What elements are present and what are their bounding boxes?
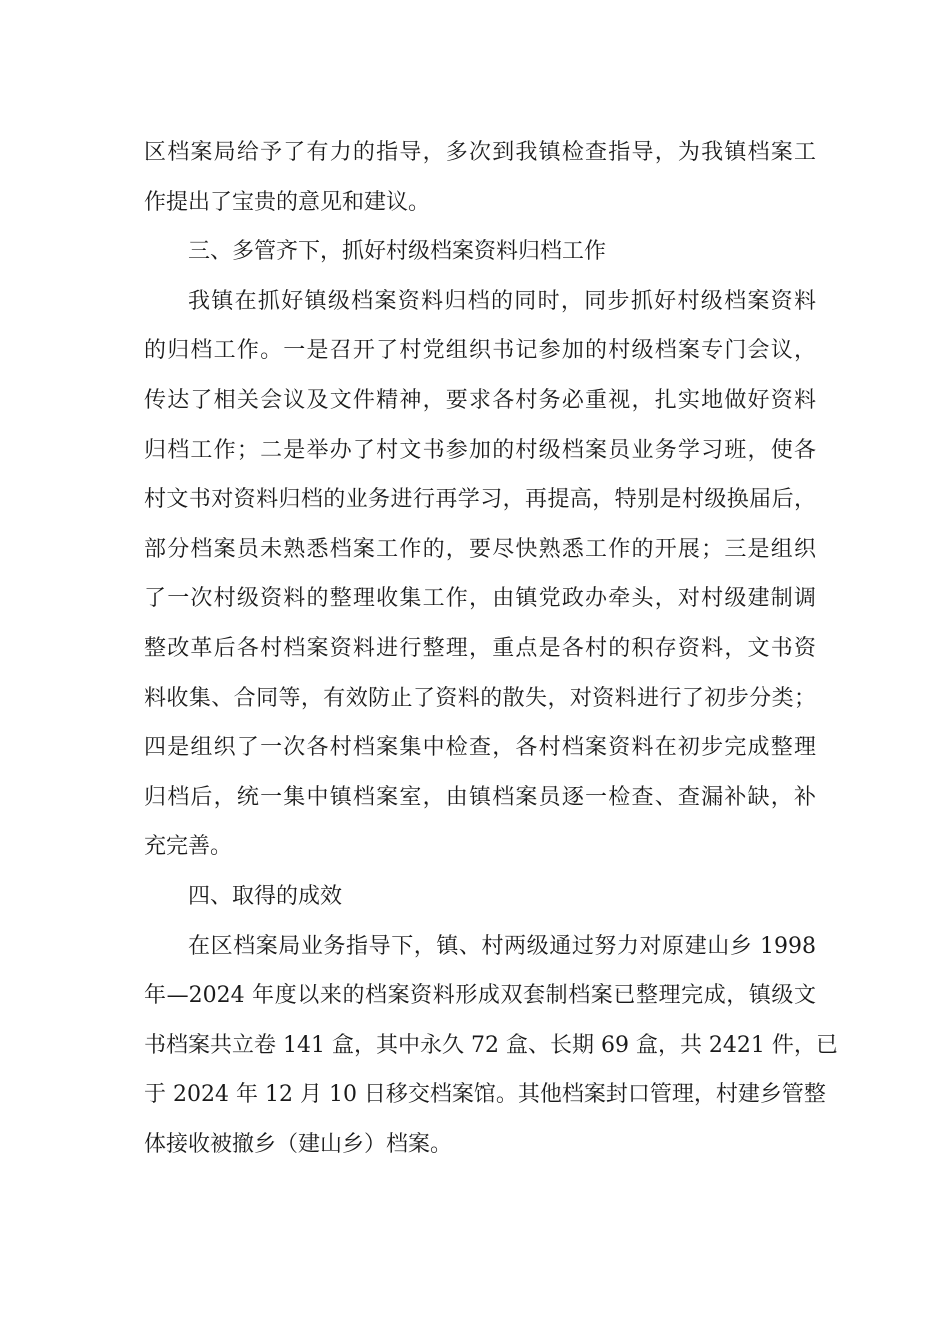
text-line: 在区档案局业务指导下，镇、村两级通过努力对原建山乡 1998 bbox=[188, 933, 816, 959]
text-line: 归档工作；二是举办了村文书参加的村级档案员业务学习班，使各 bbox=[144, 437, 816, 463]
text-line: 作提出了宝贵的意见和建议。 bbox=[144, 189, 431, 215]
text-line: 归档后，统一集中镇档案室，由镇档案员逐一检查、查漏补缺，补 bbox=[144, 784, 816, 810]
text-line: 于 2024 年 12 月 10 日移交档案馆。其他档案封口管理，村建乡管整 bbox=[144, 1082, 826, 1108]
text-line: 部分档案员未熟悉档案工作的，要尽快熟悉工作的开展；三是组织 bbox=[144, 536, 816, 562]
text-line: 区档案局给予了有力的指导，多次到我镇检查指导，为我镇档案工 bbox=[144, 140, 816, 165]
text-line: 年—2024 年度以来的档案资料形成双套制档案已整理完成，镇级文 bbox=[144, 983, 816, 1009]
text-line: 我镇在抓好镇级档案资料归档的同时，同步抓好村级档案资料 bbox=[188, 288, 816, 314]
text-line: 书档案共立卷 141 盒，其中永久 72 盒、长期 69 盒，共 2421 件，已 bbox=[144, 1032, 838, 1058]
text-line: 充完善。 bbox=[144, 834, 233, 860]
text-line: 村文书对资料归档的业务进行再学习，再提高，特别是村级换届后， bbox=[144, 487, 816, 513]
text-line: 的归档工作。一是召开了村党组织书记参加的村级档案专门会议， bbox=[144, 338, 816, 364]
text-line: 四是组织了一次各村档案集中检查，各村档案资料在初步完成整理 bbox=[144, 735, 816, 761]
text-line: 了一次村级资料的整理收集工作，由镇党政办牵头，对村级建制调 bbox=[144, 586, 816, 612]
text-line: 四、取得的成效 bbox=[188, 883, 343, 909]
text-line: 整改革后各村档案资料进行整理，重点是各村的积存资料，文书资 bbox=[144, 635, 816, 661]
text-line: 传达了相关会议及文件精神，要求各村务必重视，扎实地做好资料 bbox=[144, 387, 816, 413]
document-body bbox=[144, 128, 838, 1169]
text-line: 三、多管齐下，抓好村级档案资料归档工作 bbox=[188, 239, 607, 265]
text-line: 料收集、合同等，有效防止了资料的散失，对资料进行了初步分类； bbox=[144, 685, 816, 711]
text-line: 体接收被撤乡（建山乡）档案。 bbox=[144, 1131, 453, 1157]
